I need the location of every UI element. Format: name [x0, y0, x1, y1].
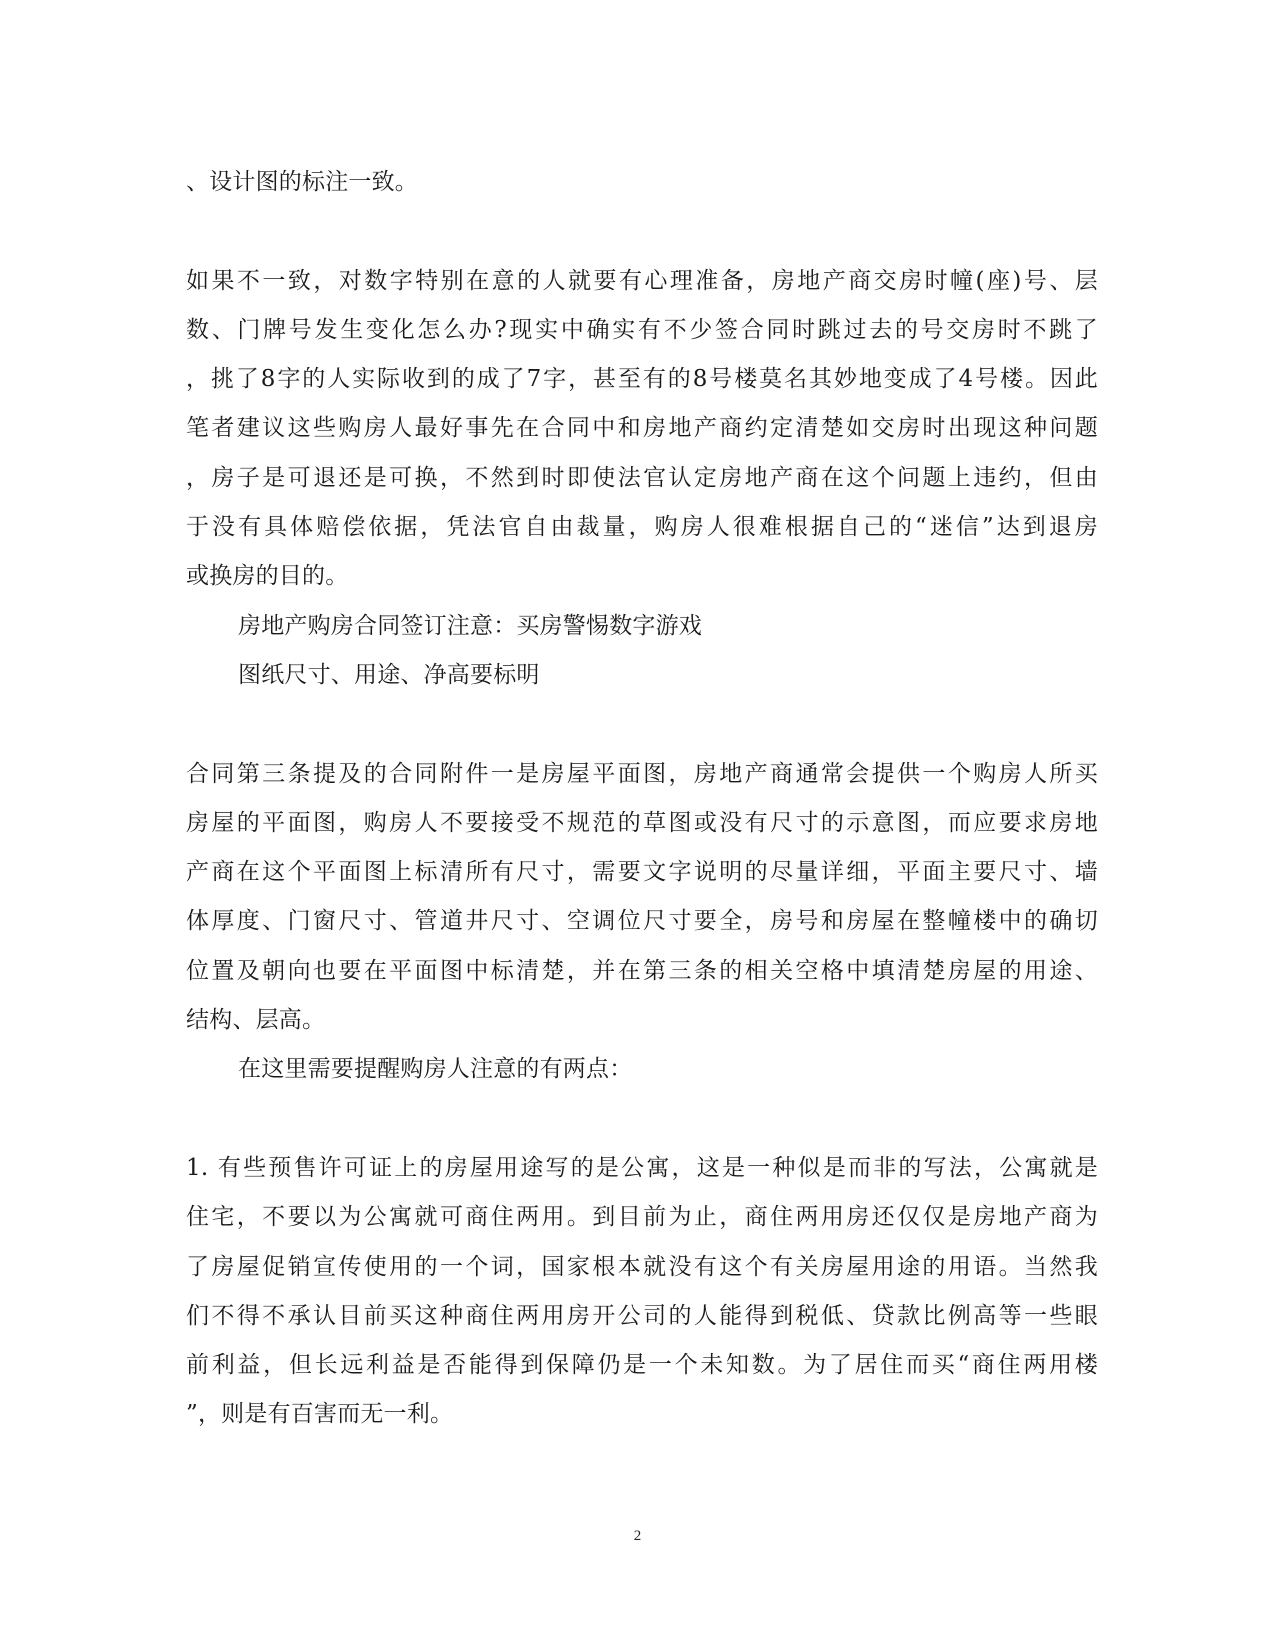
- paragraph-line: 房屋的平面图，购房人不要接受不规范的草图或没有尺寸的示意图，而应要求房地: [186, 809, 1098, 836]
- paragraph-gap: [186, 1095, 1098, 1144]
- paragraph-line: 笔者建议这些购房人最好事先在合同中和房地产商约定清楚如交房时出现这种问题: [186, 415, 1098, 442]
- page-number: 2: [633, 1528, 642, 1544]
- paragraph-gap: [186, 700, 1098, 749]
- paragraph-line: 位置及朝向也要在平面图中标清楚，并在第三条的相关空格中填清楚房屋的用途、: [186, 957, 1098, 984]
- paragraph-line: ，挑了8字的人实际收到的成了7字，甚至有的8号楼莫名其妙地变成了4号楼。因此: [186, 366, 1098, 393]
- list-item-line: 们不得不承认目前买这种商住两用房开公司的人能得到税低、贷款比例高等一些眼: [186, 1302, 1098, 1329]
- list-item-line: 住宅，不要以为公寓就可商住两用。到目前为止，商住两用房还仅仅是房地产商为: [186, 1204, 1098, 1231]
- paragraph-gap: [186, 207, 1098, 256]
- paragraph-line: 在这里需要提醒购房人注意的有两点：: [238, 1056, 633, 1083]
- list-item-line: 前利益，但长远利益是否能得到保障仍是一个未知数。为了居住而买“商住两用楼: [186, 1352, 1098, 1379]
- paragraph-line: 体厚度、门窗尺寸、管道井尺寸、空调位尺寸要全，房号和房屋在整幢楼中的确切: [186, 908, 1098, 935]
- section-subheading: 图纸尺寸、用途、净高要标明: [238, 661, 540, 688]
- paragraph-line: 如果不一致，对数字特别在意的人就要有心理准备，房地产商交房时幢(座)号、层: [186, 267, 1098, 294]
- list-item-line: 1. 有些预售许可证上的房屋用途写的是公寓，这是一种似是而非的写法，公寓就是: [186, 1154, 1098, 1181]
- list-item-line: 了房屋促销宣传使用的一个词，国家根本就没有这个有关房屋用途的用语。当然我: [186, 1253, 1098, 1280]
- paragraph-line: 于没有具体赔偿依据，凭法官自由裁量，购房人很难根据自己的“迷信”达到退房: [186, 514, 1098, 541]
- paragraph-line: 数、门牌号发生变化怎么办?现实中确实有不少签合同时跳过去的号交房时不跳了: [186, 316, 1098, 343]
- paragraph-line: 结构、层高。: [186, 1007, 326, 1034]
- list-item-line: ”，则是有百害而无一利。: [186, 1401, 454, 1428]
- section-heading: 房地产购房合同签订注意：买房警惕数字游戏: [238, 612, 702, 639]
- page-body: [186, 158, 1098, 1440]
- paragraph-line: 产商在这个平面图上标清所有尺寸，需要文字说明的尽量详细，平面主要尺寸、墙: [186, 859, 1098, 886]
- paragraph-line: 合同第三条提及的合同附件一是房屋平面图，房地产商通常会提供一个购房人所买: [186, 760, 1098, 787]
- paragraph-line: 、设计图的标注一致。: [186, 169, 418, 195]
- paragraph-line: ，房子是可退还是可换，不然到时即使法官认定房地产商在这个问题上违约，但由: [186, 464, 1098, 491]
- paragraph-line: 或换房的目的。: [186, 563, 349, 590]
